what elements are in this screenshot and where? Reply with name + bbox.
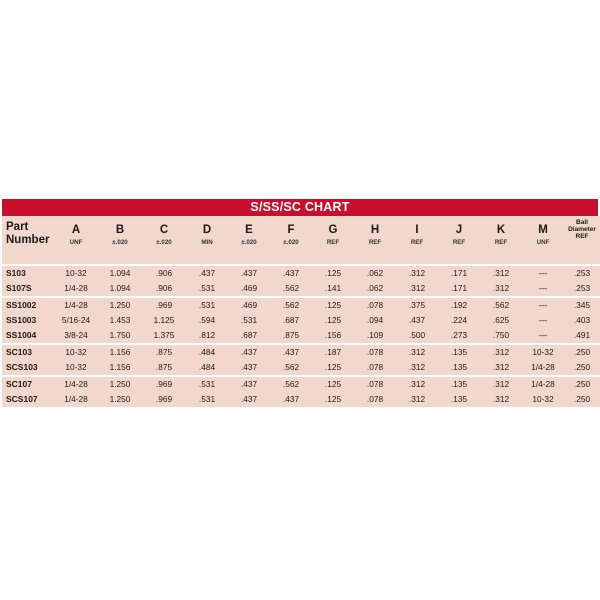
value-cell: 5/16-24 — [54, 313, 98, 328]
column-header-f — [270, 216, 312, 265]
value-cell: .094 — [354, 313, 396, 328]
value-cell: .491 — [564, 328, 600, 344]
value-cell: .969 — [142, 376, 186, 392]
column-header-g — [312, 216, 354, 265]
column-letter: K — [496, 224, 506, 236]
value-cell: — — [522, 328, 564, 344]
table-row — [2, 360, 600, 376]
value-cell: .312 — [396, 392, 438, 407]
value-cell: 1.156 — [98, 344, 142, 360]
column-tolerance: MIN — [201, 239, 213, 246]
value-cell: .135 — [438, 344, 480, 360]
part-number-cell: SC103 — [2, 344, 54, 360]
value-cell: .078 — [354, 344, 396, 360]
value-cell: .906 — [142, 281, 186, 297]
value-cell: 10-32 — [522, 392, 564, 407]
column-header-a — [54, 216, 98, 265]
ball-header-line: Diameter — [568, 226, 596, 233]
value-cell: .345 — [564, 297, 600, 313]
table-body — [2, 265, 600, 407]
value-cell: 1.453 — [98, 313, 142, 328]
column-letter: I — [415, 224, 419, 236]
value-cell: .312 — [480, 281, 522, 297]
value-cell: .437 — [228, 376, 270, 392]
value-cell: .437 — [228, 392, 270, 407]
value-cell: 1/4-28 — [54, 281, 98, 297]
column-tolerance: REF — [410, 239, 424, 246]
value-cell: .253 — [564, 265, 600, 281]
part-number-cell: SS1002 — [2, 297, 54, 313]
value-cell: 10-32 — [54, 360, 98, 376]
value-cell: 10-32 — [54, 344, 98, 360]
ball-header-line: Ball — [576, 219, 588, 226]
value-cell: .078 — [354, 360, 396, 376]
value-cell: 1/4-28 — [522, 376, 564, 392]
value-cell: 1.125 — [142, 313, 186, 328]
table-row — [2, 344, 600, 360]
value-cell: .125 — [312, 376, 354, 392]
value-cell: .531 — [186, 392, 228, 407]
value-cell: .312 — [396, 360, 438, 376]
value-cell: .125 — [312, 360, 354, 376]
column-tolerance: ±.020 — [241, 239, 257, 246]
value-cell: .250 — [564, 376, 600, 392]
value-cell: .187 — [312, 344, 354, 360]
column-header-h — [354, 216, 396, 265]
column-tolerance: REF — [452, 239, 466, 246]
value-cell: 1/4-28 — [54, 392, 98, 407]
value-cell: .224 — [438, 313, 480, 328]
column-tolerance: ±.020 — [156, 239, 172, 246]
part-number-header — [2, 216, 54, 265]
column-tolerance: UNF — [536, 239, 550, 246]
column-letter: B — [115, 224, 125, 236]
value-cell: 1.094 — [98, 281, 142, 297]
column-letter: J — [455, 224, 463, 236]
ball-header-line: REF — [575, 233, 589, 240]
part-number-cell: S107S — [2, 281, 54, 297]
value-cell: .312 — [480, 360, 522, 376]
value-cell: 1.156 — [98, 360, 142, 376]
value-cell: .192 — [438, 297, 480, 313]
value-cell: .531 — [186, 376, 228, 392]
column-tolerance: ±.020 — [283, 239, 299, 246]
part-number-cell: SS1004 — [2, 328, 54, 344]
value-cell: .625 — [480, 313, 522, 328]
column-tolerance: ±.020 — [112, 239, 128, 246]
chart-table — [2, 216, 600, 407]
column-tolerance: REF — [326, 239, 340, 246]
value-cell: .312 — [396, 344, 438, 360]
column-tolerance: REF — [368, 239, 382, 246]
column-letter: E — [245, 224, 253, 236]
value-cell: .312 — [480, 376, 522, 392]
table-row — [2, 297, 600, 313]
table-header-row — [2, 216, 600, 265]
value-cell: .078 — [354, 392, 396, 407]
table-row — [2, 328, 600, 344]
value-cell: .312 — [480, 265, 522, 281]
value-cell: 1.750 — [98, 328, 142, 344]
column-header-d — [186, 216, 228, 265]
table-row — [2, 265, 600, 281]
value-cell: .562 — [270, 376, 312, 392]
value-cell: .062 — [354, 281, 396, 297]
column-header-b — [98, 216, 142, 265]
value-cell: 1.094 — [98, 265, 142, 281]
value-cell: .969 — [142, 392, 186, 407]
value-cell: 1.250 — [98, 297, 142, 313]
value-cell: .531 — [186, 281, 228, 297]
value-cell: 10-32 — [522, 344, 564, 360]
part-number-cell: SS1003 — [2, 313, 54, 328]
value-cell: .375 — [396, 297, 438, 313]
value-cell: .437 — [270, 392, 312, 407]
value-cell: 1.250 — [98, 376, 142, 392]
value-cell: .135 — [438, 360, 480, 376]
value-cell: .562 — [270, 360, 312, 376]
column-header-k — [480, 216, 522, 265]
column-header-i — [396, 216, 438, 265]
value-cell: .484 — [186, 360, 228, 376]
value-cell: 10-32 — [54, 265, 98, 281]
value-cell: — — [522, 313, 564, 328]
column-letter: C — [159, 224, 169, 236]
value-cell: .250 — [564, 344, 600, 360]
value-cell: .437 — [228, 265, 270, 281]
value-cell: .125 — [312, 297, 354, 313]
value-cell: .437 — [228, 344, 270, 360]
column-tolerance: UNF — [69, 239, 83, 246]
value-cell: .078 — [354, 376, 396, 392]
value-cell: .253 — [564, 281, 600, 297]
column-letter: G — [328, 224, 338, 236]
value-cell: .125 — [312, 265, 354, 281]
value-cell: .156 — [312, 328, 354, 344]
column-header-e — [228, 216, 270, 265]
column-letter: D — [202, 224, 212, 236]
value-cell: — — [522, 281, 564, 297]
column-header-c — [142, 216, 186, 265]
value-cell: .437 — [396, 313, 438, 328]
value-cell: .062 — [354, 265, 396, 281]
column-header-j — [438, 216, 480, 265]
value-cell: .403 — [564, 313, 600, 328]
value-cell: 1.250 — [98, 392, 142, 407]
column-letter: H — [370, 224, 380, 236]
table-row — [2, 313, 600, 328]
value-cell: .687 — [270, 313, 312, 328]
table-row — [2, 376, 600, 392]
value-cell: .135 — [438, 392, 480, 407]
value-cell: .531 — [186, 297, 228, 313]
value-cell: .312 — [396, 265, 438, 281]
value-cell: 1/4-28 — [54, 297, 98, 313]
part-number-cell: SCS107 — [2, 392, 54, 407]
value-cell: .171 — [438, 265, 480, 281]
value-cell: .135 — [438, 376, 480, 392]
value-cell: .906 — [142, 265, 186, 281]
value-cell: .687 — [228, 328, 270, 344]
column-header-m — [522, 216, 564, 265]
value-cell: .469 — [228, 281, 270, 297]
value-cell: .562 — [270, 281, 312, 297]
value-cell: .750 — [480, 328, 522, 344]
column-letter: F — [287, 224, 295, 236]
value-cell: — — [522, 297, 564, 313]
value-cell: .531 — [228, 313, 270, 328]
value-cell: .875 — [142, 360, 186, 376]
column-letter: A — [71, 224, 81, 236]
column-tolerance: REF — [494, 239, 508, 246]
value-cell: .812 — [186, 328, 228, 344]
value-cell: .484 — [186, 344, 228, 360]
column-letter: M — [538, 224, 548, 236]
value-cell: .078 — [354, 297, 396, 313]
value-cell: .312 — [396, 376, 438, 392]
value-cell: .562 — [480, 297, 522, 313]
column-header-ball-diameter — [564, 216, 600, 265]
value-cell: .437 — [228, 360, 270, 376]
value-cell: — — [522, 265, 564, 281]
part-number-cell: S103 — [2, 265, 54, 281]
value-cell: 3/8-24 — [54, 328, 98, 344]
value-cell: .437 — [186, 265, 228, 281]
value-cell: .171 — [438, 281, 480, 297]
value-cell: .437 — [270, 344, 312, 360]
value-cell: .312 — [480, 344, 522, 360]
part-header-line2: Number — [6, 234, 50, 246]
value-cell: .312 — [396, 281, 438, 297]
part-number-cell: SC107 — [2, 376, 54, 392]
value-cell: 1/4-28 — [54, 376, 98, 392]
value-cell: .273 — [438, 328, 480, 344]
value-cell: .969 — [142, 297, 186, 313]
value-cell: .500 — [396, 328, 438, 344]
value-cell: 1/4-28 — [522, 360, 564, 376]
part-number-cell: SCS103 — [2, 360, 54, 376]
chart-title: S/SS/SC CHART — [2, 199, 598, 216]
part-header-line1: Part — [6, 221, 29, 233]
value-cell: .594 — [186, 313, 228, 328]
value-cell: .250 — [564, 360, 600, 376]
table-row — [2, 281, 600, 297]
value-cell: .109 — [354, 328, 396, 344]
value-cell: .125 — [312, 313, 354, 328]
value-cell: .469 — [228, 297, 270, 313]
value-cell: .250 — [564, 392, 600, 407]
value-cell: .125 — [312, 392, 354, 407]
value-cell: 1.375 — [142, 328, 186, 344]
value-cell: .562 — [270, 297, 312, 313]
table-row — [2, 392, 600, 407]
value-cell: .875 — [142, 344, 186, 360]
value-cell: .141 — [312, 281, 354, 297]
value-cell: .875 — [270, 328, 312, 344]
value-cell: .312 — [480, 392, 522, 407]
value-cell: .437 — [270, 265, 312, 281]
parts-chart — [2, 199, 598, 407]
